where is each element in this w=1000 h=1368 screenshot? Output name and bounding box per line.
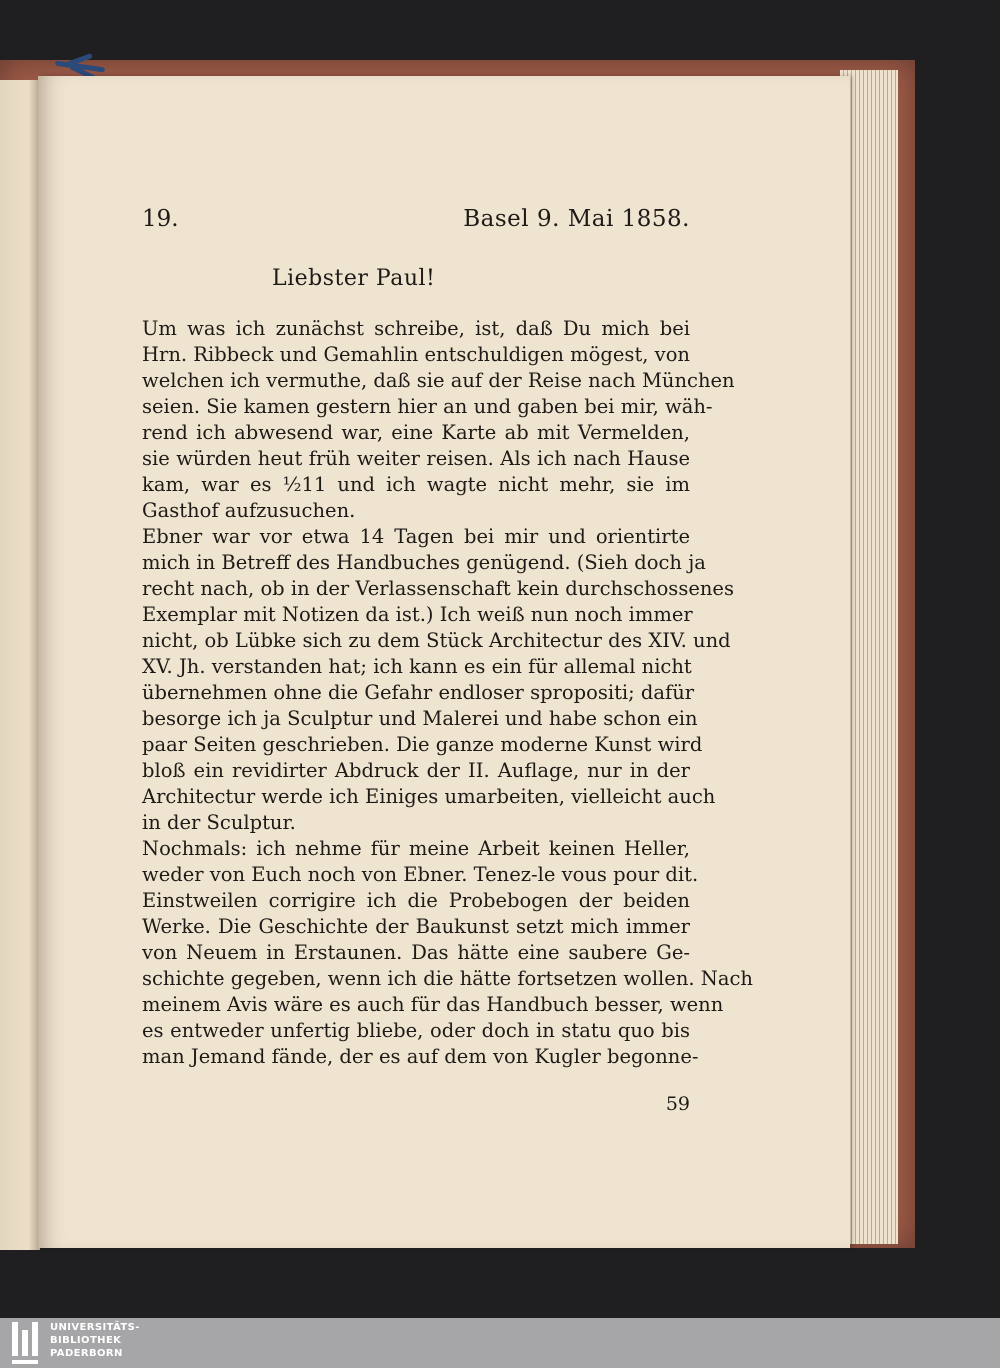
logo-line: UNIVERSITÄTS- <box>50 1322 140 1333</box>
text-line: sie würden heut früh weiter reisen. Als ich nach Hause <box>142 447 690 470</box>
page-number: 59 <box>665 1093 690 1115</box>
text-line: Hrn. Ribbeck und Gemahlin entschuldigen mögest, von <box>142 343 690 366</box>
letter-body <box>142 316 753 1070</box>
text-line: bloß ein revidirter Abdruck der II. Auflage, nur in der <box>142 759 690 782</box>
text-line: nicht, ob Lübke sich zu dem Stück Architectur des XIV. und <box>142 629 731 652</box>
logo-line: BIBLIOTHEK <box>50 1335 122 1346</box>
left-page-edge <box>0 80 40 1250</box>
text-line: paar Seiten geschrieben. Die ganze moderne Kunst wird <box>142 733 703 756</box>
text-line: weder von Euch noch von Ebner. Tenez-le vous pour dit. <box>142 863 699 886</box>
text-line: in der Sculptur. <box>142 811 296 834</box>
logo-line: PADERBORN <box>50 1348 123 1359</box>
library-logo-text <box>50 1321 140 1360</box>
library-logo-icon <box>12 1322 42 1364</box>
text-line: rend ich abwesend war, eine Karte ab mit Vermelden, <box>142 421 690 444</box>
text-line: schichte gegeben, wenn ich die hätte fortsetzen wollen. Nach <box>142 967 753 990</box>
text-line: übernehmen ohne die Gefahr endloser spropositi; dafür <box>142 681 695 704</box>
text-line: meinem Avis wäre es auch für das Handbuch besser, wenn <box>142 993 724 1016</box>
text-line: man Jemand fände, der es auf dem von Kugler begonne- <box>142 1045 699 1068</box>
footer-bar <box>0 1318 1000 1368</box>
text-line: XV. Jh. verstanden hat; ich kann es ein für allemal nicht <box>142 655 692 678</box>
text-line: recht nach, ob in der Verlassenschaft kein durchschossenes <box>142 577 734 600</box>
text-line: Einstweilen corrigire ich die Probebogen der beiden <box>142 889 690 912</box>
text-line: welchen ich vermuthe, daß sie auf der Reise nach München <box>142 369 735 392</box>
letter-header <box>142 206 690 242</box>
letter-number: 19. <box>142 206 179 232</box>
text-line: von Neuem in Erstaunen. Das hätte eine saubere Ge- <box>142 941 690 964</box>
text-line: Architectur werde ich Einiges umarbeiten, vielleicht auch <box>142 785 716 808</box>
text-line: mich in Betreff des Handbuches genügend. (Sieh doch ja <box>142 551 706 574</box>
text-line: es entweder unfertig bliebe, oder doch in statu quo bis <box>142 1019 690 1042</box>
text-line: Gasthof aufzusuchen. <box>142 499 356 522</box>
text-line: Um was ich zunächst schreibe, ist, daß Du mich bei <box>142 317 690 340</box>
text-line: Nochmals: ich nehme für meine Arbeit keinen Heller, <box>142 837 690 860</box>
text-line: seien. Sie kamen gestern hier an und gaben bei mir, wäh- <box>142 395 713 418</box>
place-date: Basel 9. Mai 1858. <box>463 206 690 232</box>
text-line: Ebner war vor etwa 14 Tagen bei mir und orientirte <box>142 525 690 548</box>
text-line: kam, war es ½11 und ich wagte nicht mehr, sie im <box>142 473 690 496</box>
text-line: besorge ich ja Sculptur und Malerei und habe schon ein <box>142 707 698 730</box>
text-line: Exemplar mit Notizen da ist.) Ich weiß nun noch immer <box>142 603 693 626</box>
text-line: Werke. Die Geschichte der Baukunst setzt mich immer <box>142 915 690 938</box>
salutation: Liebster Paul! <box>272 266 436 291</box>
